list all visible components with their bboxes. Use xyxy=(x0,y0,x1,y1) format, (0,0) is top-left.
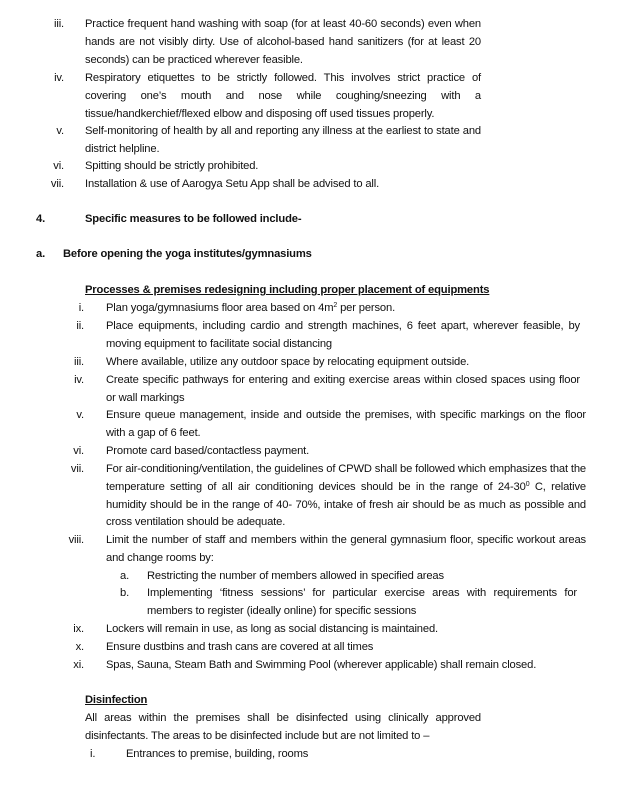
list-number: v. xyxy=(76,409,84,421)
processes-heading: Processes & premises redesigning including proper placement of equipments xyxy=(85,284,490,296)
subsection-title: Before opening the yoga institutes/gymnasiums xyxy=(63,248,312,260)
list-number: ii. xyxy=(76,320,84,332)
list-text: Practice frequent hand washing with soap (for at least 40-60 seconds) even when hands are not visibly dirty. Use of alcohol-based hand sanitizers (for at least 20 seconds) can be practiced wherever feasible. xyxy=(85,18,481,66)
disinfection-paragraph: All areas within the premises shall be disinfected using clinically approved disinfectants. The areas to be disinfected include but are not limited to – xyxy=(85,712,481,742)
list-text: Promote card based/contactless payment. xyxy=(106,445,310,457)
section-number: 4. xyxy=(36,213,46,225)
list-text: Spas, Sauna, Steam Bath and Swimming Pool (wherever applicable) shall remain closed. xyxy=(106,659,537,671)
list-number: xi. xyxy=(73,659,84,671)
sub-list-text: Restricting the number of members allowed in specified areas xyxy=(147,570,444,582)
list-number: vi. xyxy=(53,160,64,172)
list-number: v. xyxy=(56,125,64,137)
list-number: ix. xyxy=(73,623,84,635)
subsection-letter: a. xyxy=(36,248,46,260)
list-number: iv. xyxy=(54,72,64,84)
list-text: Installation & use of Aarogya Setu App shall be advised to all. xyxy=(85,178,380,190)
disinfection-heading: Disinfection xyxy=(85,694,148,706)
list-text: Where available, utilize any outdoor space by relocating equipment outside. xyxy=(106,356,470,368)
sub-list-letter: b. xyxy=(120,587,130,599)
list-number: viii. xyxy=(68,534,84,546)
list-text: Create specific pathways for entering and exiting exercise areas within closed spaces using floor or wall markings xyxy=(106,374,580,404)
list-number: vii. xyxy=(70,463,84,475)
list-number: i. xyxy=(90,748,96,760)
list-text: Plan yoga/gymnasiums floor area based on $4m^2$ per person. xyxy=(106,302,396,314)
list-number: iii. xyxy=(74,356,84,368)
list-text: Spitting should be strictly prohibited. xyxy=(85,160,259,172)
list-number: i. xyxy=(78,302,84,314)
list-text: Entrances to premise, building, rooms xyxy=(126,748,309,760)
list-number: x. xyxy=(75,641,84,653)
sub-list-letter: a. xyxy=(120,570,130,582)
list-text: For air-conditioning/ventilation, the guidelines of CPWD shall be followed which emphasizes that the temperature setting of all air conditioning devices should be in the range of $24-30^0$ C, relative humidity should be in the range of 40- 70%, intake of fresh air should be as much as possible and cross ventilation should be adequate. xyxy=(106,463,586,529)
section-title: Specific measures to be followed include- xyxy=(85,213,302,225)
list-number: vii. xyxy=(50,178,64,190)
list-text: Ensure dustbins and trash cans are covered at all times xyxy=(106,641,374,653)
list-text: Lockers will remain in use, as long as social distancing is maintained. xyxy=(106,623,438,635)
list-number: iii. xyxy=(54,18,64,30)
list-text: Respiratory etiquettes to be strictly followed. This involves strict practice of covering one’s mouth and nose while coughing/sneezing with a tissue/handkerchief/flexed elbow and disposing off used tissues properly. xyxy=(85,72,481,120)
list-text: Self-monitoring of health by all and reporting any illness at the earliest to state and district helpline. xyxy=(85,125,481,155)
list-text: Ensure queue management, inside and outside the premises, with specific markings on the floor with a gap of 6 feet. xyxy=(106,409,586,439)
sub-list-text: Implementing ‘fitness sessions’ for particular exercise areas with requirements for members to register (ideally online) for specific sessions xyxy=(147,587,577,617)
list-number: vi. xyxy=(73,445,84,457)
list-text: Place equipments, including cardio and strength machines, 6 feet apart, wherever feasible, by moving equipment to facilitate social distancing xyxy=(106,320,580,350)
list-text: Limit the number of staff and members within the general gymnasium floor, specific workout areas and change rooms by: xyxy=(106,534,586,564)
list-number: iv. xyxy=(74,374,84,386)
